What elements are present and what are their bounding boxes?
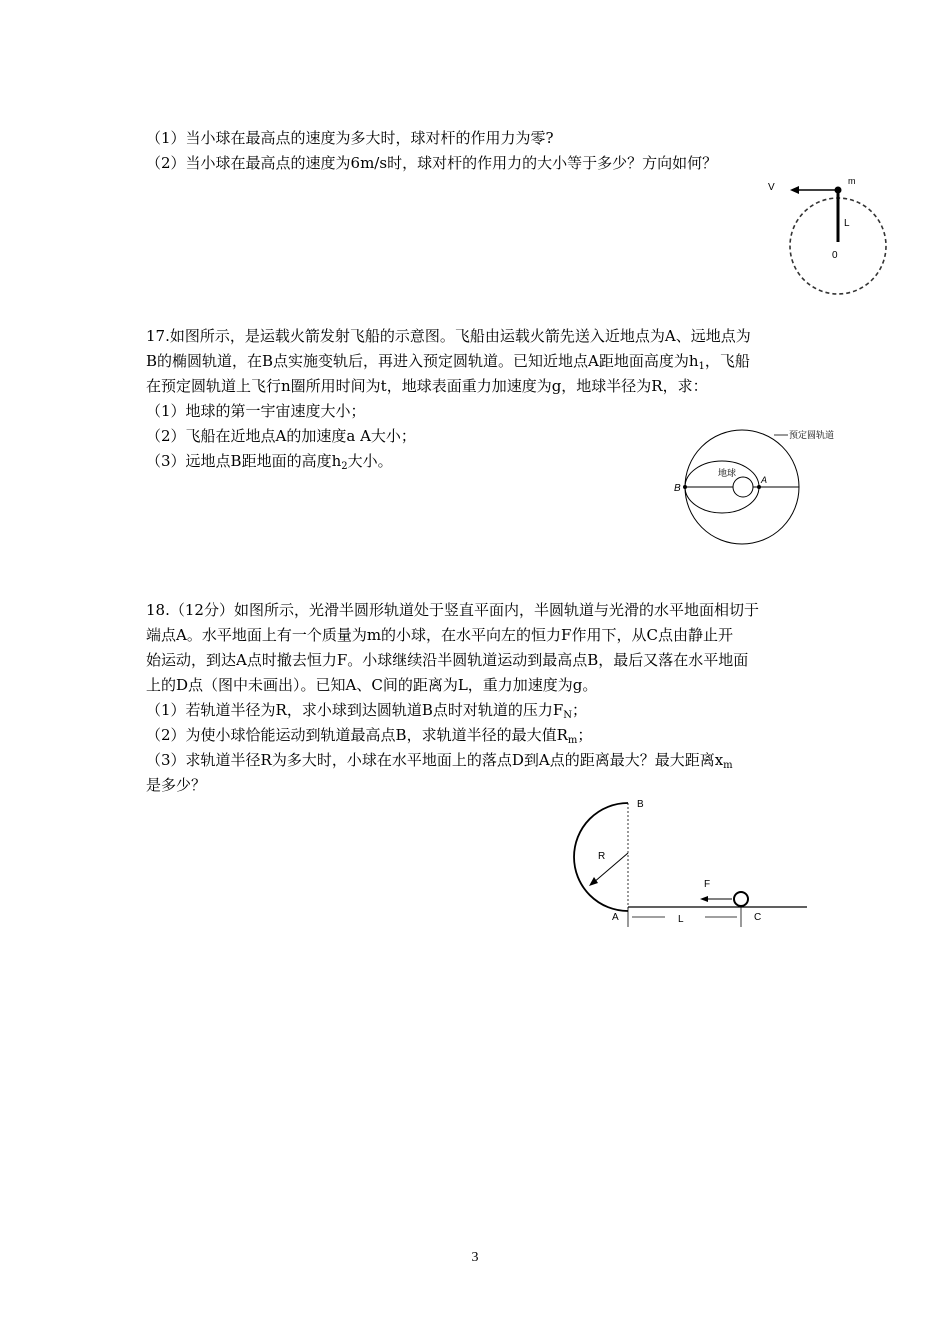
- q17-apogee-label: B: [674, 483, 681, 494]
- q17-part3: （3）远地点B距地面的高度$h_2$大小。: [146, 452, 393, 472]
- q18-part3: （3）求轨道半径R为多大时，小球在水平地面上的落点D到A点的距离最大？最大距离$x_m$: [146, 751, 733, 771]
- q18-figure-track: [565, 795, 815, 935]
- q18-stem-line4: 上的D点（图中未画出）。已知A、C间的距离为L，重力加速度为g。: [146, 676, 598, 694]
- q18-tangent-point-label: A: [612, 912, 619, 923]
- q18-part2: （2）为使小球恰能运动到轨道最高点B，求轨道半径的最大值$R_m$；: [146, 726, 593, 746]
- q16-mass-label: m: [848, 176, 856, 186]
- q17-stem-line2: B的椭圆轨道，在B点实施变轨后，再进入预定圆轨道。已知近地点A距地面高度为$h_1$，飞船: [146, 352, 750, 372]
- q18-top-point-label: B: [637, 799, 644, 810]
- q18-distance-label: L: [678, 914, 684, 925]
- q17-orbit-label: 预定圆轨道: [789, 430, 835, 440]
- q17-part1: （1）地球的第一宇宙速度大小；: [146, 402, 366, 420]
- q17-part2: （2）飞船在近地点A的加速度a A大小；: [146, 427, 416, 445]
- q17-perigee-label: A: [761, 475, 768, 485]
- q18-stem-line1: 18.（12分）如图所示，光滑半圆形轨道处于竖直平面内，半圆轨道与光滑的水平地面相切于: [146, 601, 759, 619]
- q17-stem-line3: 在预定圆轨道上飞行n圈所用时间为t，地球表面重力加速度为g，地球半径为R，求：: [146, 377, 708, 395]
- q18-force-label: F: [704, 879, 711, 890]
- q16-center-label: 0: [832, 250, 838, 261]
- q16-part2: （2）当小球在最高点的速度为6m/s时，球对杆的作用力的大小等于多少？方向如何？: [146, 154, 718, 172]
- q18-radius-label: R: [598, 851, 606, 862]
- q18-part3-cont: 是多少？: [146, 776, 207, 794]
- q17-figure-orbits: [670, 425, 850, 550]
- q18-start-point-label: C: [754, 912, 762, 923]
- q18-part1: （1）若轨道半径为R，求小球到达圆轨道B点时对轨道的压力$F_N$；: [146, 701, 588, 721]
- q16-part1: （1）当小球在最高点的速度为多大时，球对杆的作用力为零?: [146, 129, 554, 147]
- q16-velocity-label: V: [768, 182, 775, 193]
- page-number: 3: [471, 1250, 479, 1265]
- q18-stem-line2: 端点A。水平地面上有一个质量为m的小球，在水平向左的恒力F作用下，从C点由静止开: [146, 626, 733, 644]
- q16-length-label: L: [844, 218, 850, 229]
- q17-stem-line1: 17.如图所示，是运载火箭发射飞船的示意图。飞船由运载火箭先送入近地点为A、远地点为: [146, 327, 751, 345]
- q17-earth-label: 地球: [718, 468, 737, 478]
- q16-figure-rod-circle: [760, 172, 895, 302]
- q18-stem-line3: 始运动，到达A点时撤去恒力F。小球继续沿半圆轨道运动到最高点B，最后又落在水平地面: [146, 651, 749, 669]
